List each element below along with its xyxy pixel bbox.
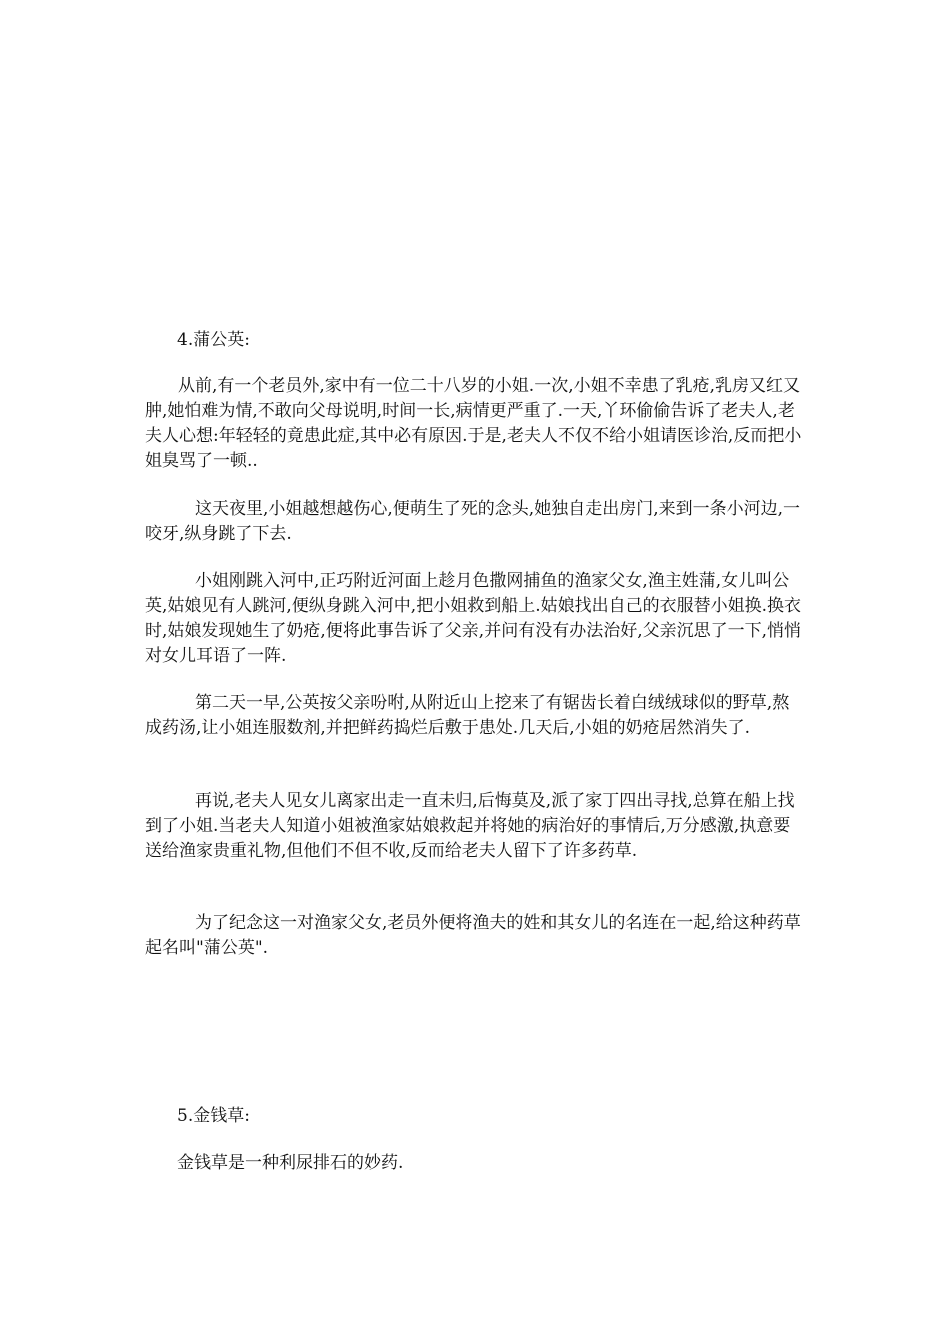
paragraph-night-river: 这天夜里,小姐越想越伤心,便萌生了死的念头,她独自走出房门,来到一条小河边,一咬牙,纵身跳了下去.	[145, 499, 801, 544]
paragraph-jinqiancao-intro: 金钱草是一种利尿排石的妙药.	[177, 1153, 404, 1173]
paragraph-rescue: 小姐刚跳入河中,正巧附近河面上趁月色撒网捕鱼的渔家父女,渔主姓蒲,女儿叫公英,姑娘见有人跳河,便纵身跳入河中,把小姐救到船上.姑娘找出自己的衣服替小姐换.换衣时,姑娘发现她生了奶疮,便将此事告诉了父亲,并问有没有办法治好,父亲沉思了一下,悄悄对女儿耳语了一阵.	[145, 571, 802, 666]
section-heading-jinqiancao: 5.金钱草:	[177, 1106, 250, 1126]
paragraph-herb-cure: 第二天一早,公英按父亲吩咐,从附近山上挖来了有锯齿长着白绒绒球似的野草,熬成药汤,让小姐连服数剂,并把鲜药捣烂后敷于患处.几天后,小姐的奶疮居然消失了.	[145, 693, 790, 738]
paragraph-naming: 为了纪念这一对渔家父女,老员外便将渔夫的姓和其女儿的名连在一起,给这种药草起名叫"蒲公英".	[145, 913, 801, 958]
paragraph-story-intro: 从前,有一个老员外,家中有一位二十八岁的小姐.一次,小姐不幸患了乳疮,乳房又红又肿,她怕难为情,不敢向父母说明,时间一长,病情更严重了.一天,丫环偷偷告诉了老夫人,老夫人心想:年轻轻的竟患此症,其中必有原因.于是,老夫人不仅不给小姐请医诊治,反而把小姐臭骂了一顿..	[145, 376, 802, 471]
paragraph-reunion: 再说,老夫人见女儿离家出走一直未归,后悔莫及,派了家丁四出寻找,总算在船上找到了小姐.当老夫人知道小姐被渔家姑娘救起并将她的病治好的事情后,万分感激,执意要送给渔家贵重礼物,但他们不但不收,反而给老夫人留下了许多药草.	[145, 791, 795, 861]
section-heading-dandelion: 4.蒲公英:	[177, 330, 250, 350]
